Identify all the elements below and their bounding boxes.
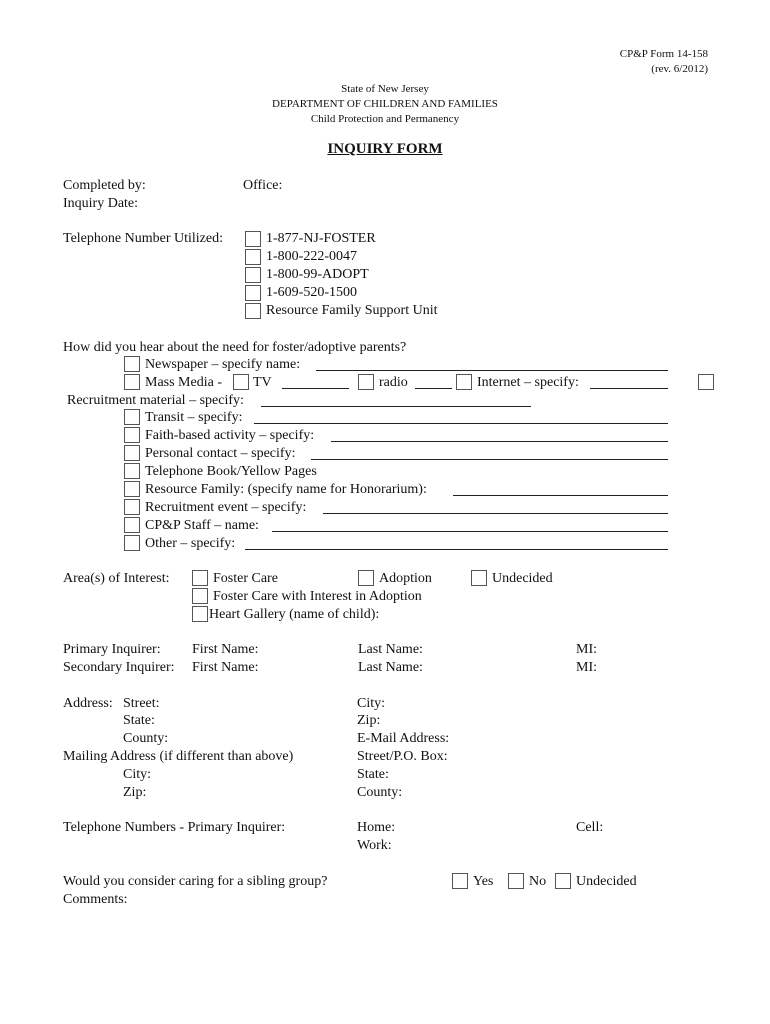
zip-label: Zip: (357, 713, 381, 728)
mass-media-label: Mass Media - (145, 375, 222, 390)
secondary-last-name-label: Last Name: (358, 660, 423, 675)
state-label: State: (123, 713, 155, 728)
mass-media-checkbox[interactable] (124, 374, 140, 390)
mailing-county-label: County: (357, 785, 403, 800)
mailing-city-label: City: (123, 767, 152, 782)
primary-mi-label: MI: (576, 642, 597, 657)
heart-gallery-label: Heart Gallery (name of child): (209, 607, 380, 622)
transit-checkbox[interactable] (124, 409, 140, 425)
phone-option-checkbox[interactable] (245, 267, 261, 283)
sibling-no-label: No (529, 874, 547, 889)
newspaper-checkbox[interactable] (124, 356, 140, 372)
mailing-address-label: Mailing Address (if different than above) (63, 749, 294, 764)
resource-family-checkbox[interactable] (124, 481, 140, 497)
form-number: CP&P Form 14-158 (619, 48, 708, 60)
sibling-yes-label: Yes (473, 874, 494, 889)
other-label: Other – specify: (145, 536, 236, 551)
phone-numbers-label: Telephone Numbers - Primary Inquirer: (63, 820, 286, 835)
internet-label: Internet – specify: (477, 375, 579, 390)
transit-label: Transit – specify: (145, 410, 243, 425)
phone-option-label: 1-800-99-ADOPT (266, 267, 369, 282)
recruitment-material-line[interactable] (261, 394, 531, 407)
foster-care-label: Foster Care (213, 571, 278, 586)
adoption-label: Adoption (379, 571, 432, 586)
telephone-utilized-label: Telephone Number Utilized: (63, 231, 223, 246)
staff-line[interactable] (272, 519, 668, 532)
interest-undecided-label: Undecided (492, 571, 553, 586)
resource-family-line[interactable] (453, 483, 668, 496)
sibling-question: Would you consider caring for a sibling group? (63, 874, 328, 889)
recruitment-material-checkbox[interactable] (698, 374, 714, 390)
other-checkbox[interactable] (124, 535, 140, 551)
division-name: Child Protection and Permanency (310, 113, 460, 125)
department-name: DEPARTMENT OF CHILDREN AND FAMILIES (272, 98, 498, 110)
faith-label: Faith-based activity – specify: (145, 428, 315, 443)
faith-line[interactable] (331, 429, 668, 442)
recruitment-event-label: Recruitment event – specify: (145, 500, 307, 515)
heart-gallery-checkbox[interactable] (192, 606, 208, 622)
recruitment-event-line[interactable] (323, 501, 668, 514)
home-phone-label: Home: (357, 820, 396, 835)
secondary-mi-label: MI: (576, 660, 597, 675)
sibling-no-checkbox[interactable] (508, 873, 524, 889)
staff-checkbox[interactable] (124, 517, 140, 533)
internet-checkbox[interactable] (456, 374, 472, 390)
mailing-state-label: State: (357, 767, 389, 782)
completed-by-label: Completed by: (63, 178, 146, 193)
personal-contact-checkbox[interactable] (124, 445, 140, 461)
radio-checkbox[interactable] (358, 374, 374, 390)
phonebook-checkbox[interactable] (124, 463, 140, 479)
street-label: Street: (123, 696, 160, 711)
foster-adoption-checkbox[interactable] (192, 588, 208, 604)
other-line[interactable] (245, 537, 668, 550)
form-revision: (rev. 6/2012) (651, 63, 708, 75)
address-label: Address: (63, 696, 113, 711)
foster-adoption-label: Foster Care with Interest in Adoption (213, 589, 422, 604)
secondary-inquirer-label: Secondary Inquirer: (63, 660, 175, 675)
mailing-zip-label: Zip: (123, 785, 147, 800)
staff-label: CP&P Staff – name: (145, 518, 259, 533)
newspaper-line[interactable] (316, 358, 668, 371)
sibling-undecided-checkbox[interactable] (555, 873, 571, 889)
phonebook-label: Telephone Book/Yellow Pages (145, 464, 317, 479)
internet-line[interactable] (590, 376, 668, 389)
primary-inquirer-label: Primary Inquirer: (63, 642, 161, 657)
cell-phone-label: Cell: (576, 820, 604, 835)
phone-option-checkbox[interactable] (245, 285, 261, 301)
interest-label: Area(s) of Interest: (63, 571, 170, 586)
primary-first-name-label: First Name: (192, 642, 259, 657)
recruitment-event-checkbox[interactable] (124, 499, 140, 515)
phone-option-checkbox[interactable] (245, 249, 261, 265)
phone-option-label: Resource Family Support Unit (266, 303, 438, 318)
phone-option-label: 1-877-NJ-FOSTER (266, 231, 376, 246)
recruitment-material-label: Recruitment material – specify: (67, 393, 244, 408)
sibling-yes-checkbox[interactable] (452, 873, 468, 889)
faith-checkbox[interactable] (124, 427, 140, 443)
phone-option-checkbox[interactable] (245, 303, 261, 319)
tv-line[interactable] (282, 376, 349, 389)
sibling-undecided-label: Undecided (576, 874, 637, 889)
tv-label: TV (253, 375, 272, 390)
transit-line[interactable] (254, 411, 668, 424)
foster-care-checkbox[interactable] (192, 570, 208, 586)
interest-undecided-checkbox[interactable] (471, 570, 487, 586)
tv-checkbox[interactable] (233, 374, 249, 390)
personal-contact-line[interactable] (311, 447, 668, 460)
phone-option-checkbox[interactable] (245, 231, 261, 247)
resource-family-label: Resource Family: (specify name for Honorarium): (145, 482, 427, 497)
inquiry-date-label: Inquiry Date: (63, 196, 139, 211)
street-po-label: Street/P.O. Box: (357, 749, 448, 764)
county-label: County: (123, 731, 169, 746)
work-phone-label: Work: (357, 838, 392, 853)
secondary-first-name-label: First Name: (192, 660, 259, 675)
adoption-checkbox[interactable] (358, 570, 374, 586)
personal-contact-label: Personal contact – specify: (145, 446, 296, 461)
office-label: Office: (243, 178, 283, 193)
radio-label: radio (379, 375, 408, 390)
state-name: State of New Jersey (341, 83, 429, 95)
page-title: INQUIRY FORM (327, 141, 443, 157)
phone-option-label: 1-609-520-1500 (266, 285, 357, 300)
primary-last-name-label: Last Name: (358, 642, 423, 657)
city-label: City: (357, 696, 386, 711)
hear-about-question: How did you hear about the need for foster/adoptive parents? (63, 340, 407, 355)
newspaper-label: Newspaper – specify name: (145, 357, 301, 372)
phone-option-label: 1-800-222-0047 (266, 249, 357, 264)
comments-label: Comments: (63, 892, 128, 907)
email-label: E-Mail Address: (357, 731, 450, 746)
radio-line[interactable] (415, 376, 452, 389)
